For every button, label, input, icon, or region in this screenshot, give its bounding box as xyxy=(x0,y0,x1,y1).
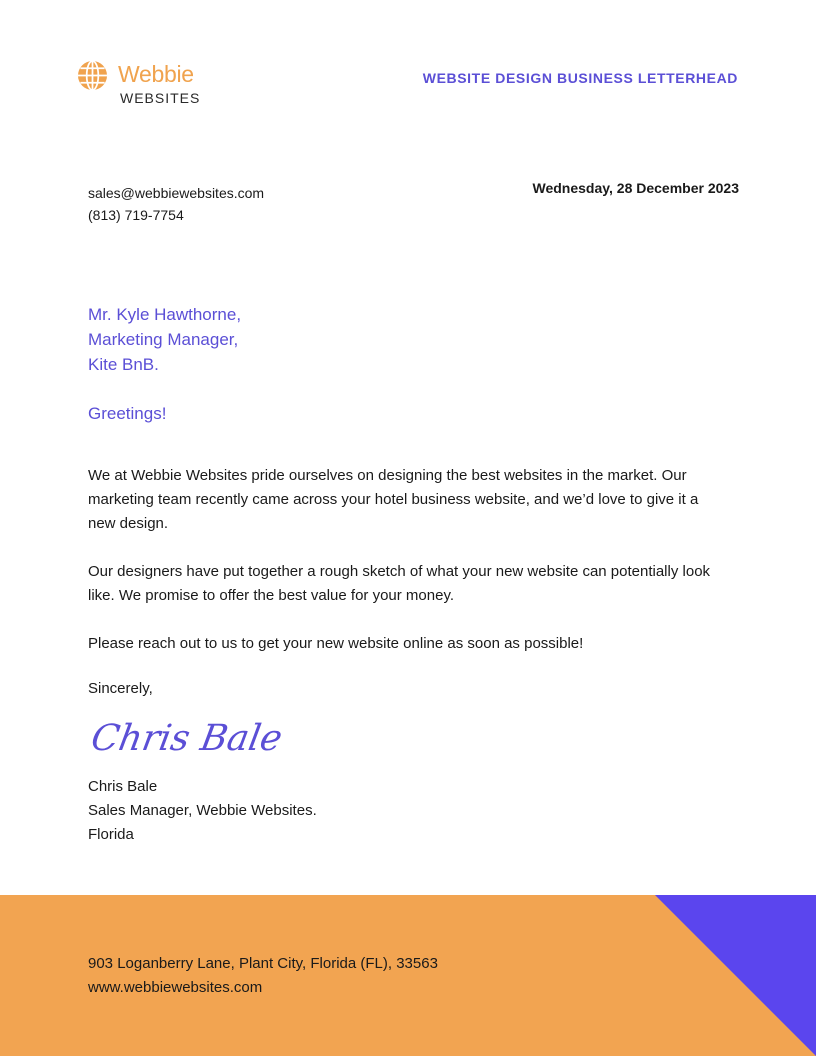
recipient-name: Mr. Kyle Hawthorne, xyxy=(88,305,242,324)
sender-title: Sales Manager, Webbie Websites. xyxy=(88,802,317,819)
letter-date: Wednesday, 28 December 2023 xyxy=(532,180,739,196)
contact-email: sales@webbiewebsites.com xyxy=(88,185,265,201)
closing: Sincerely, xyxy=(88,680,153,697)
footer-address: 903 Loganberry Lane, Plant City, Florida (FL), 33563 xyxy=(88,955,438,972)
brand-name: Webbie xyxy=(118,61,194,87)
paragraph: Please reach out to us to get your new website online as soon as possible! xyxy=(88,635,584,652)
brand-subtitle: WEBSITES xyxy=(120,90,201,106)
globe-icon xyxy=(77,60,108,91)
footer-website: www.webbiewebsites.com xyxy=(88,979,263,996)
recipient-title: Marketing Manager, xyxy=(88,330,239,349)
document-title: WEBSITE DESIGN BUSINESS LETTERHEAD xyxy=(422,70,738,86)
recipient-block xyxy=(88,302,241,377)
footer xyxy=(0,895,816,1056)
letter-body xyxy=(88,464,728,680)
sender-name: Chris Bale xyxy=(88,778,158,795)
contact-phone: (813) 719-7754 xyxy=(88,207,184,223)
footer-text xyxy=(88,952,438,1000)
sender-block xyxy=(88,775,317,847)
contact-block xyxy=(88,182,264,226)
paragraph: Our designers have put together a rough sketch of what your new website can potentially look like. We promise to offer the best value for your money. xyxy=(88,563,711,604)
recipient-company: Kite BnB. xyxy=(88,355,159,374)
greeting: Greetings! xyxy=(88,404,167,423)
signature: Chris Bale xyxy=(88,718,286,759)
paragraph: We at Webbie Websites pride ourselves on designing the best websites in the market. Our marketing team recently came across your hotel business website, and we’d love to give it a new design. xyxy=(88,467,699,532)
sender-location: Florida xyxy=(88,826,134,843)
